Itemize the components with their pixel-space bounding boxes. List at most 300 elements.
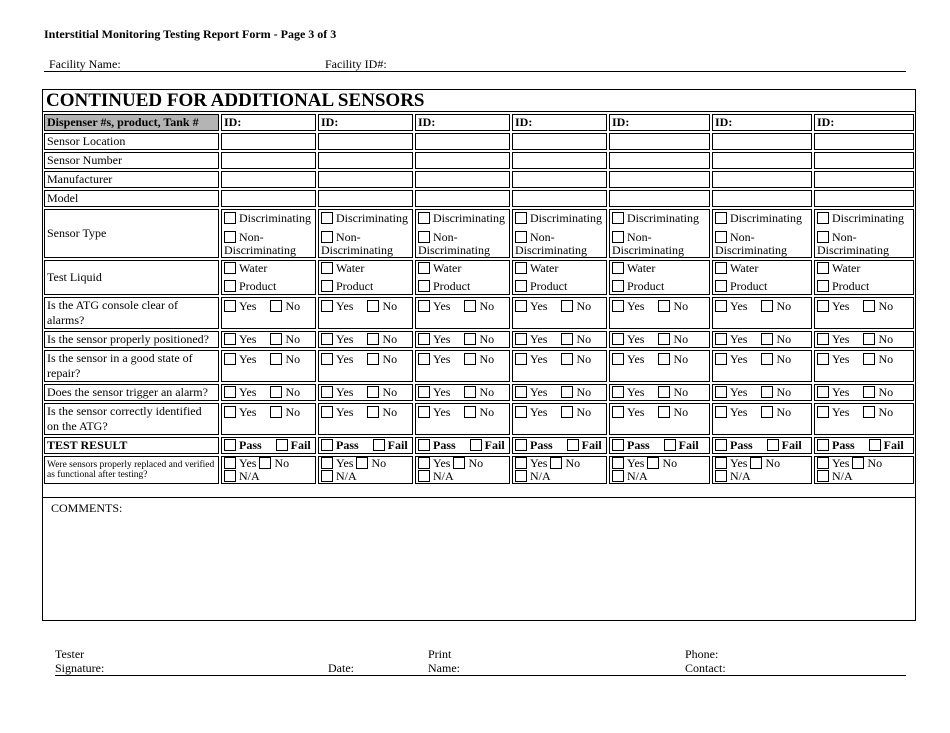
- input-cell[interactable]: [814, 152, 914, 169]
- no-checkbox[interactable]: [863, 353, 875, 365]
- fail-checkbox[interactable]: [373, 439, 385, 451]
- yes-checkbox[interactable]: [418, 333, 430, 345]
- no-checkbox[interactable]: [647, 457, 659, 469]
- pass-label: Pass: [336, 438, 359, 452]
- yes-checkbox[interactable]: [715, 457, 727, 469]
- pass-label: Pass: [627, 438, 650, 452]
- product-checkbox[interactable]: [321, 280, 333, 292]
- yes-label: Yes: [730, 352, 748, 366]
- input-cell[interactable]: [814, 190, 914, 207]
- cell-atg_clear: [512, 297, 607, 329]
- no-checkbox[interactable]: [658, 300, 670, 312]
- no-checkbox[interactable]: [761, 333, 773, 345]
- input-cell[interactable]: [712, 133, 812, 150]
- yes-label: Yes: [336, 456, 354, 470]
- input-cell[interactable]: [221, 152, 316, 169]
- cell-test_liquid: [712, 260, 812, 295]
- form-title: Interstitial Monitoring Testing Report Form - Page 3 of 3: [44, 27, 337, 41]
- yes-checkbox[interactable]: [715, 406, 727, 418]
- water-checkbox[interactable]: [817, 262, 829, 274]
- yes-checkbox[interactable]: [321, 353, 333, 365]
- yes-label: Yes: [530, 405, 548, 419]
- no-checkbox[interactable]: [658, 333, 670, 345]
- non-discriminating-checkbox[interactable]: [817, 231, 829, 243]
- label-sensor_location: Sensor Location: [44, 133, 219, 150]
- no-label: No: [576, 405, 592, 419]
- na-checkbox[interactable]: [321, 470, 333, 482]
- non-discriminating-checkbox[interactable]: [418, 231, 430, 243]
- cell-identified: [512, 403, 607, 435]
- input-cell[interactable]: [512, 190, 607, 207]
- na-checkbox[interactable]: [715, 470, 727, 482]
- na-label: N/A: [530, 469, 551, 483]
- cell-sensor_type: [512, 209, 607, 258]
- no-checkbox[interactable]: [367, 300, 379, 312]
- no-checkbox[interactable]: [270, 386, 282, 398]
- no-label: No: [878, 299, 894, 313]
- yes-checkbox[interactable]: [817, 386, 829, 398]
- non-discriminating-checkbox[interactable]: [224, 231, 236, 243]
- id-cell[interactable]: ID:: [221, 114, 316, 131]
- name-label: Name:: [428, 661, 460, 675]
- signature-line: [55, 648, 906, 676]
- discriminating-checkbox[interactable]: [418, 212, 430, 224]
- discriminating-checkbox[interactable]: [515, 212, 527, 224]
- no-label: No: [673, 385, 689, 399]
- no-checkbox[interactable]: [453, 457, 465, 469]
- yes-checkbox[interactable]: [817, 406, 829, 418]
- row-positioned: [44, 331, 914, 348]
- no-checkbox[interactable]: [270, 406, 282, 418]
- input-cell[interactable]: [609, 171, 710, 188]
- no-checkbox[interactable]: [852, 457, 864, 469]
- cell-test_result: [609, 437, 710, 454]
- input-cell[interactable]: [814, 171, 914, 188]
- cell-good_state: [318, 350, 413, 382]
- label-atg_clear: Is the ATG console clear of alarms?: [44, 297, 219, 329]
- yes-checkbox[interactable]: [418, 300, 430, 312]
- yes-checkbox[interactable]: [224, 386, 236, 398]
- water-label: Water: [530, 261, 559, 275]
- fail-label: Fail: [290, 438, 311, 452]
- fail-checkbox[interactable]: [276, 439, 288, 451]
- input-cell[interactable]: [318, 171, 413, 188]
- water-checkbox[interactable]: [224, 262, 236, 274]
- yes-label: Yes: [530, 352, 548, 366]
- non-discriminating-checkbox[interactable]: [715, 231, 727, 243]
- product-checkbox[interactable]: [224, 280, 236, 292]
- yes-checkbox[interactable]: [612, 406, 624, 418]
- yes-checkbox[interactable]: [817, 300, 829, 312]
- no-label: No: [673, 405, 689, 419]
- no-checkbox[interactable]: [367, 406, 379, 418]
- yes-checkbox[interactable]: [515, 333, 527, 345]
- no-checkbox[interactable]: [464, 406, 476, 418]
- yes-label: Yes: [433, 332, 451, 346]
- yes-checkbox[interactable]: [817, 457, 829, 469]
- yes-checkbox[interactable]: [817, 353, 829, 365]
- discriminating-checkbox[interactable]: [715, 212, 727, 224]
- fail-label: Fail: [387, 438, 408, 452]
- input-cell[interactable]: [609, 190, 710, 207]
- yes-label: Yes: [832, 385, 850, 399]
- no-checkbox[interactable]: [356, 457, 368, 469]
- yes-label: Yes: [336, 332, 354, 346]
- fail-checkbox[interactable]: [470, 439, 482, 451]
- cell-sensor_type: [814, 209, 914, 258]
- id-cell[interactable]: ID:: [318, 114, 413, 131]
- yes-label: Yes: [730, 332, 748, 346]
- yes-checkbox[interactable]: [321, 457, 333, 469]
- pass-checkbox[interactable]: [321, 439, 333, 451]
- discriminating-label: Discriminating: [715, 242, 787, 257]
- yes-label: Yes: [627, 456, 645, 470]
- na-label: N/A: [730, 469, 751, 483]
- header-label: Dispenser #s, product, Tank #: [44, 114, 219, 131]
- cell-replaced: [712, 456, 812, 484]
- yes-label: Yes: [336, 299, 354, 313]
- yes-checkbox[interactable]: [224, 406, 236, 418]
- cell-test_result: [318, 437, 413, 454]
- yes-label: Yes: [433, 352, 451, 366]
- na-label: N/A: [832, 469, 853, 483]
- id-cell[interactable]: ID:: [609, 114, 710, 131]
- no-checkbox[interactable]: [658, 353, 670, 365]
- cell-replaced: [221, 456, 316, 484]
- comments-label: COMMENTS:: [51, 501, 123, 515]
- yes-checkbox[interactable]: [612, 300, 624, 312]
- discriminating-label: Discriminating: [224, 242, 296, 257]
- no-checkbox[interactable]: [561, 333, 573, 345]
- no-label: No: [776, 299, 792, 313]
- pass-checkbox[interactable]: [817, 439, 829, 451]
- no-label: No: [662, 456, 678, 470]
- cell-test_liquid: [609, 260, 710, 295]
- na-checkbox[interactable]: [515, 470, 527, 482]
- no-checkbox[interactable]: [658, 406, 670, 418]
- yes-label: Yes: [433, 405, 451, 419]
- fail-checkbox[interactable]: [869, 439, 881, 451]
- pass-checkbox[interactable]: [418, 439, 430, 451]
- no-checkbox[interactable]: [658, 386, 670, 398]
- cell-replaced: [609, 456, 710, 484]
- product-checkbox[interactable]: [418, 280, 430, 292]
- water-checkbox[interactable]: [321, 262, 333, 274]
- product-checkbox[interactable]: [612, 280, 624, 292]
- input-cell[interactable]: [415, 190, 510, 207]
- no-checkbox[interactable]: [561, 300, 573, 312]
- no-label: No: [285, 405, 301, 419]
- non-label: Non-: [730, 229, 755, 244]
- no-label: No: [576, 352, 592, 366]
- no-checkbox[interactable]: [561, 406, 573, 418]
- yes-checkbox[interactable]: [224, 333, 236, 345]
- no-checkbox[interactable]: [550, 457, 562, 469]
- no-label: No: [673, 352, 689, 366]
- cell-identified: [712, 403, 812, 435]
- signature-label: Signature:: [55, 661, 105, 675]
- non-label: Non-: [336, 229, 361, 244]
- cell-test_result: [415, 437, 510, 454]
- no-label: No: [878, 405, 894, 419]
- non-discriminating-checkbox[interactable]: [612, 231, 624, 243]
- yes-checkbox[interactable]: [224, 457, 236, 469]
- water-checkbox[interactable]: [715, 262, 727, 274]
- fail-label: Fail: [781, 438, 802, 452]
- pass-checkbox[interactable]: [515, 439, 527, 451]
- no-checkbox[interactable]: [367, 386, 379, 398]
- pass-label: Pass: [530, 438, 553, 452]
- input-cell[interactable]: [318, 152, 413, 169]
- no-label: No: [479, 405, 495, 419]
- label-sensor_number: Sensor Number: [44, 152, 219, 169]
- yes-checkbox[interactable]: [612, 386, 624, 398]
- yes-checkbox[interactable]: [515, 457, 527, 469]
- no-checkbox[interactable]: [761, 300, 773, 312]
- id-cell[interactable]: ID:: [712, 114, 812, 131]
- discriminating-checkbox[interactable]: [612, 212, 624, 224]
- fail-checkbox[interactable]: [767, 439, 779, 451]
- no-label: No: [565, 456, 581, 470]
- no-checkbox[interactable]: [863, 406, 875, 418]
- input-cell[interactable]: [609, 133, 710, 150]
- na-checkbox[interactable]: [418, 470, 430, 482]
- no-label: No: [673, 299, 689, 313]
- row-identified: [44, 403, 914, 435]
- water-checkbox[interactable]: [612, 262, 624, 274]
- cell-positioned: [512, 331, 607, 348]
- yes-checkbox[interactable]: [715, 353, 727, 365]
- label-replaced: Were sensors properly replaced and verified as functional after testing?: [44, 456, 219, 484]
- yes-label: Yes: [433, 385, 451, 399]
- yes-label: Yes: [530, 456, 548, 470]
- cell-atg_clear: [221, 297, 316, 329]
- no-checkbox[interactable]: [464, 353, 476, 365]
- no-checkbox[interactable]: [750, 457, 762, 469]
- no-checkbox[interactable]: [270, 353, 282, 365]
- no-label: No: [382, 352, 398, 366]
- yes-label: Yes: [730, 456, 748, 470]
- water-label: Water: [832, 261, 861, 275]
- discriminating-label: Discriminating: [817, 242, 889, 257]
- yes-label: Yes: [530, 299, 548, 313]
- yes-checkbox[interactable]: [418, 406, 430, 418]
- fail-checkbox[interactable]: [567, 439, 579, 451]
- no-checkbox[interactable]: [863, 333, 875, 345]
- pass-checkbox[interactable]: [224, 439, 236, 451]
- yes-label: Yes: [730, 405, 748, 419]
- yes-checkbox[interactable]: [321, 406, 333, 418]
- label-identified: Is the sensor correctly identified on the ATG?: [44, 403, 219, 435]
- input-cell[interactable]: [221, 171, 316, 188]
- no-checkbox[interactable]: [863, 386, 875, 398]
- no-checkbox[interactable]: [259, 457, 271, 469]
- water-checkbox[interactable]: [515, 262, 527, 274]
- input-cell[interactable]: [221, 190, 316, 207]
- pass-checkbox[interactable]: [612, 439, 624, 451]
- cell-trigger: [415, 384, 510, 401]
- yes-checkbox[interactable]: [321, 300, 333, 312]
- discriminating-label: Discriminating: [627, 210, 699, 225]
- no-label: No: [382, 405, 398, 419]
- no-label: No: [479, 299, 495, 313]
- row-sensor_type: [44, 209, 914, 258]
- yes-checkbox[interactable]: [321, 386, 333, 398]
- sensor-table: [42, 112, 916, 486]
- comments-box[interactable]: [43, 497, 915, 620]
- no-checkbox[interactable]: [561, 353, 573, 365]
- cell-atg_clear: [415, 297, 510, 329]
- cell-trigger: [318, 384, 413, 401]
- fail-label: Fail: [484, 438, 505, 452]
- input-cell[interactable]: [712, 171, 812, 188]
- row-trigger: [44, 384, 914, 401]
- input-cell[interactable]: [609, 152, 710, 169]
- id-cell[interactable]: ID:: [512, 114, 607, 131]
- row-good_state: [44, 350, 914, 382]
- yes-checkbox[interactable]: [418, 353, 430, 365]
- input-cell[interactable]: [512, 133, 607, 150]
- no-label: No: [776, 332, 792, 346]
- discriminating-checkbox[interactable]: [817, 212, 829, 224]
- yes-label: Yes: [239, 405, 257, 419]
- cell-identified: [609, 403, 710, 435]
- row-replaced: [44, 456, 914, 484]
- yes-checkbox[interactable]: [715, 386, 727, 398]
- yes-checkbox[interactable]: [515, 353, 527, 365]
- no-label: No: [468, 456, 484, 470]
- no-label: No: [673, 332, 689, 346]
- facility-name-label: Facility Name:: [49, 57, 121, 71]
- cell-positioned: [318, 331, 413, 348]
- id-cell[interactable]: ID:: [415, 114, 510, 131]
- input-cell[interactable]: [318, 133, 413, 150]
- non-discriminating-checkbox[interactable]: [321, 231, 333, 243]
- no-checkbox[interactable]: [561, 386, 573, 398]
- no-checkbox[interactable]: [270, 300, 282, 312]
- input-cell[interactable]: [221, 133, 316, 150]
- no-label: No: [285, 352, 301, 366]
- input-cell[interactable]: [814, 133, 914, 150]
- input-cell[interactable]: [415, 171, 510, 188]
- yes-checkbox[interactable]: [515, 386, 527, 398]
- yes-checkbox[interactable]: [715, 333, 727, 345]
- non-discriminating-checkbox[interactable]: [515, 231, 527, 243]
- cell-atg_clear: [814, 297, 914, 329]
- yes-checkbox[interactable]: [612, 333, 624, 345]
- row-sensor_location: [44, 133, 914, 150]
- input-cell[interactable]: [512, 152, 607, 169]
- yes-checkbox[interactable]: [612, 457, 624, 469]
- input-cell[interactable]: [415, 133, 510, 150]
- yes-checkbox[interactable]: [715, 300, 727, 312]
- fail-checkbox[interactable]: [664, 439, 676, 451]
- cell-identified: [221, 403, 316, 435]
- input-cell[interactable]: [415, 152, 510, 169]
- row-test_liquid: [44, 260, 914, 295]
- product-checkbox[interactable]: [715, 280, 727, 292]
- input-cell[interactable]: [712, 190, 812, 207]
- no-label: No: [867, 456, 883, 470]
- yes-checkbox[interactable]: [224, 300, 236, 312]
- cell-good_state: [814, 350, 914, 382]
- yes-checkbox[interactable]: [418, 457, 430, 469]
- no-label: No: [776, 352, 792, 366]
- cell-trigger: [609, 384, 710, 401]
- discriminating-label: Discriminating: [730, 210, 802, 225]
- cell-test_liquid: [318, 260, 413, 295]
- na-label: N/A: [336, 469, 357, 483]
- cell-test_result: [221, 437, 316, 454]
- yes-checkbox[interactable]: [418, 386, 430, 398]
- product-label: Product: [336, 279, 374, 293]
- cell-test_liquid: [814, 260, 914, 295]
- yes-checkbox[interactable]: [817, 333, 829, 345]
- print-label: Print: [428, 647, 452, 661]
- no-checkbox[interactable]: [464, 300, 476, 312]
- na-checkbox[interactable]: [612, 470, 624, 482]
- input-cell[interactable]: [712, 152, 812, 169]
- discriminating-checkbox[interactable]: [321, 212, 333, 224]
- no-checkbox[interactable]: [367, 333, 379, 345]
- no-checkbox[interactable]: [761, 406, 773, 418]
- yes-checkbox[interactable]: [612, 353, 624, 365]
- no-label: No: [878, 352, 894, 366]
- discriminating-label: Discriminating: [530, 210, 602, 225]
- pass-label: Pass: [730, 438, 753, 452]
- non-label: Non-: [627, 229, 652, 244]
- yes-checkbox[interactable]: [224, 353, 236, 365]
- no-label: No: [382, 299, 398, 313]
- yes-label: Yes: [239, 352, 257, 366]
- contact-label: Contact:: [685, 661, 726, 675]
- yes-label: Yes: [832, 405, 850, 419]
- cell-good_state: [415, 350, 510, 382]
- id-cell[interactable]: ID:: [814, 114, 914, 131]
- input-cell[interactable]: [318, 190, 413, 207]
- cell-sensor_type: [318, 209, 413, 258]
- no-checkbox[interactable]: [863, 300, 875, 312]
- yes-checkbox[interactable]: [321, 333, 333, 345]
- row-manufacturer: [44, 171, 914, 188]
- discriminating-checkbox[interactable]: [224, 212, 236, 224]
- input-cell[interactable]: [512, 171, 607, 188]
- no-checkbox[interactable]: [761, 353, 773, 365]
- water-checkbox[interactable]: [418, 262, 430, 274]
- no-label: No: [776, 405, 792, 419]
- product-checkbox[interactable]: [515, 280, 527, 292]
- cell-test_result: [512, 437, 607, 454]
- no-checkbox[interactable]: [761, 386, 773, 398]
- yes-label: Yes: [336, 385, 354, 399]
- no-label: No: [765, 456, 781, 470]
- na-checkbox[interactable]: [224, 470, 236, 482]
- no-checkbox[interactable]: [464, 386, 476, 398]
- cell-sensor_type: [415, 209, 510, 258]
- pass-checkbox[interactable]: [715, 439, 727, 451]
- product-label: Product: [627, 279, 665, 293]
- yes-checkbox[interactable]: [515, 406, 527, 418]
- non-label: Non-: [832, 229, 857, 244]
- yes-checkbox[interactable]: [515, 300, 527, 312]
- no-checkbox[interactable]: [270, 333, 282, 345]
- no-label: No: [479, 385, 495, 399]
- no-checkbox[interactable]: [464, 333, 476, 345]
- yes-label: Yes: [832, 299, 850, 313]
- product-checkbox[interactable]: [817, 280, 829, 292]
- no-checkbox[interactable]: [367, 353, 379, 365]
- na-checkbox[interactable]: [817, 470, 829, 482]
